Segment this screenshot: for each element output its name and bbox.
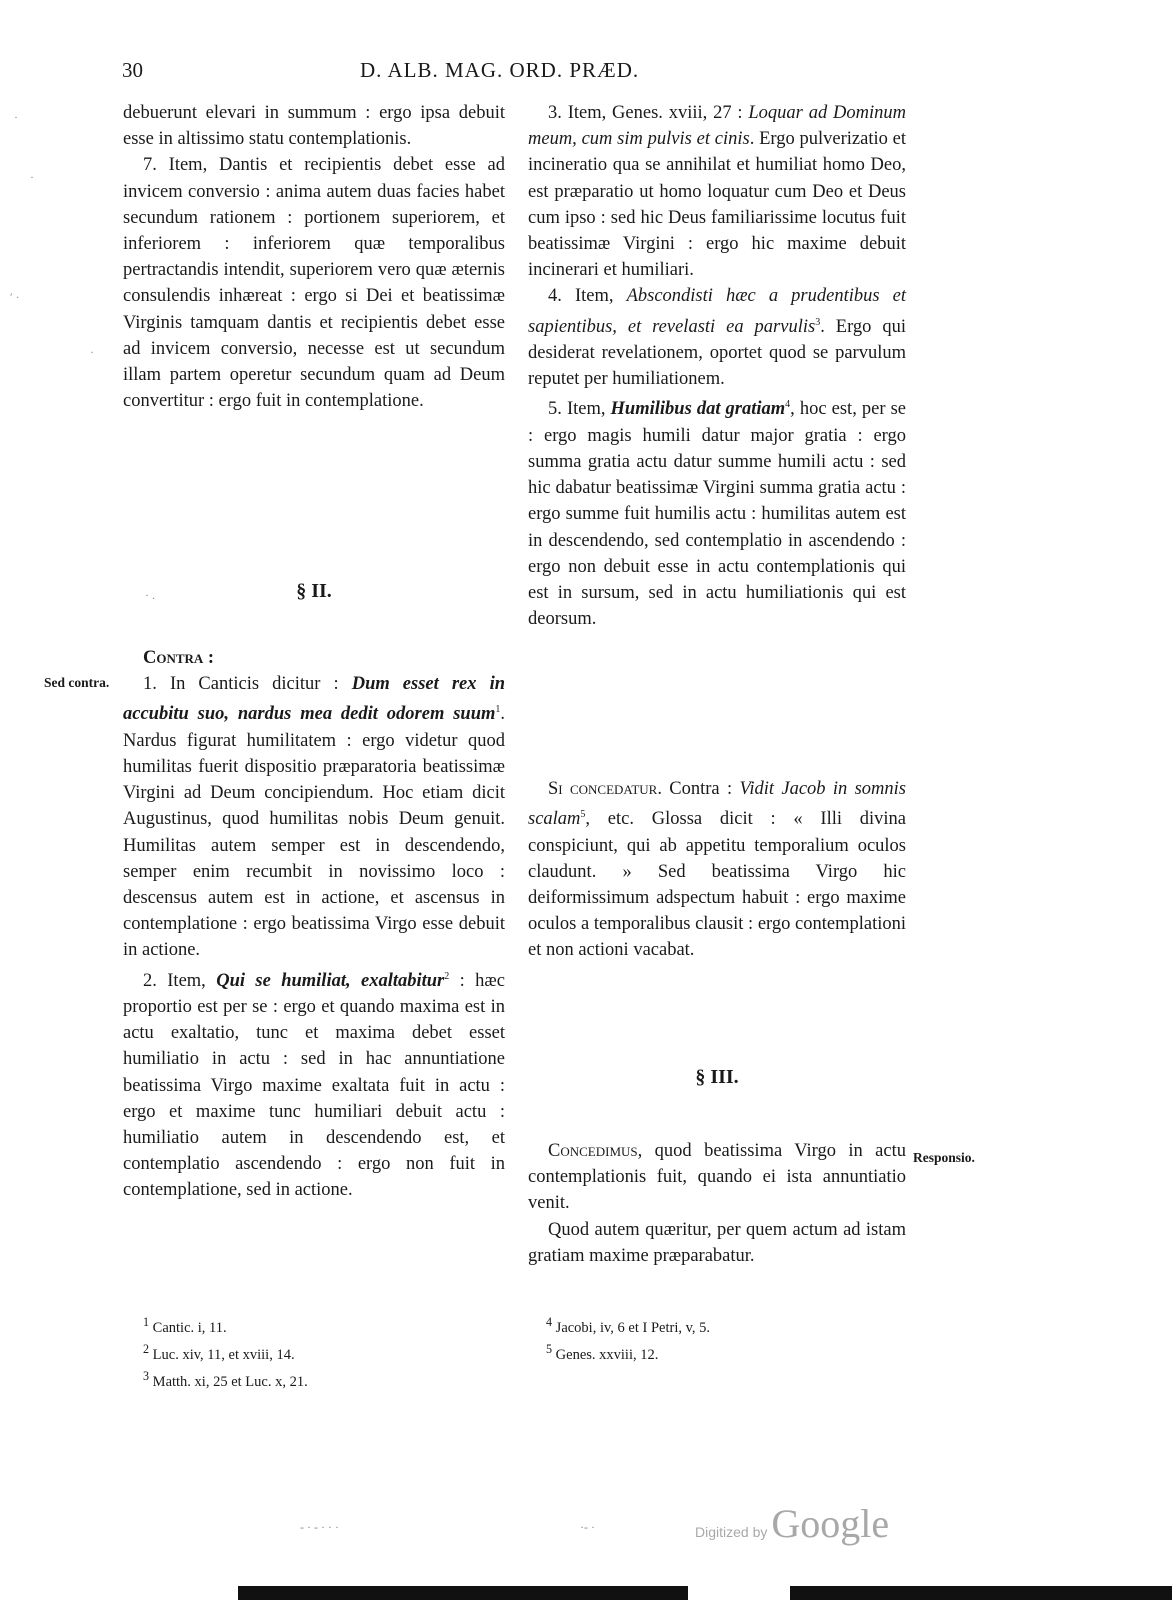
left-column-contra bbox=[123, 645, 505, 1204]
scan-speck: ′ · bbox=[10, 290, 20, 304]
footnotes-right bbox=[546, 1312, 906, 1366]
left-paragraph-continuation: debuerunt elevari in summum : ergo ipsa debuit esse in altissimo statu contemplationis. bbox=[123, 103, 505, 150]
contra-item-1: 1. In Canticis dicitur : Dum esset rex in accubitu suo, nardus mea dedit odorem suum$^1$. Nardus figurat humilitatem : ergo videtur quod humilitas fuerit dispositio præparatoria beatissimæ Virgini ad Deum concipiendum. Hoc etiam dicit Augustinus, quod humilitas nobis Deum genuit. Humilitas autem semper est in descendendo, semper enim recumbit in novissimo loco : descensus autem est in actione, et ascensus in contemplatione : ergo beatissima Virgo esse debuit in actione. bbox=[123, 674, 505, 961]
running-head: D. ALB. MAG. ORD. PRÆD. bbox=[360, 58, 640, 82]
scan-speck: · bbox=[30, 170, 34, 184]
margin-note-sed-contra: Sed contra. bbox=[44, 675, 110, 690]
scan-speck: · . bbox=[145, 588, 155, 602]
section-heading-3: § III. bbox=[695, 1066, 739, 1088]
contra-label: Contra : bbox=[143, 648, 215, 668]
right-column bbox=[528, 100, 906, 632]
right-paragraph-3: 3. Item, Genes. xviii, 27 : Loquar ad Dominum meum, cum sim pulvis et cinis. Ergo pulverizatio et incineratio qua se annihilat et humiliat homo Deo, est præparatio ut homo loquatur cum Deo et Deus cum ipso : sed hic Deus familiarissime locutus fuit beatissimæ Virgini : ergo hic maxime debuit incinerari et humiliari. bbox=[528, 103, 906, 281]
scan-speck: · bbox=[90, 345, 94, 359]
footnote: $^5$ Genes. xxviii, 12. bbox=[546, 1341, 659, 1363]
right-paragraph-5: 5. Item, Humilibus dat gratiam$^4$, hoc est, per se : ergo magis humili datur major gratia : ergo summa gratia actu datur summe humili actu : sed hic dabatur beatissimæ Virgini summa gratia actu : ergo summe fuit humilis actu : humilitas autem est in descendendo, sed contemplatio in ascendendo : ergo non debuit esse in actu contemplationis qui est in sursum, sed in actu humiliationis qui est deorsum. bbox=[528, 399, 906, 630]
margin-note-responsio: Responsio. bbox=[913, 1150, 975, 1165]
left-paragraph-7: 7. Item, Dantis et recipientis debet esse ad invicem conversio : anima autem duas facies habet secundum rationem : portionem superiorem, et inferiorem : inferiorem quæ temporalibus pertractandis intendit, superiorem vero quæ æternis consulendis inhæreat : ergo si Dei et beatissimæ Virginis tamquam dantis et recipientis debet esse ad invicem conversio, necesse est ut secundum illam partem operetur secundum quam ad Deum convertitur : ergo fuit in contemplatione. bbox=[123, 155, 505, 412]
footnote: $^1$ Cantic. i, 11. bbox=[143, 1315, 227, 1336]
footnote: $^2$ Luc. xiv, 11, et xviii, 14. bbox=[143, 1341, 295, 1363]
footnote: $^3$ Matth. xi, 25 et Luc. x, 21. bbox=[143, 1368, 308, 1390]
page-header bbox=[0, 58, 1172, 88]
footnote: $^4$ Jacobi, iv, 6 et I Petri, v, 5. bbox=[546, 1315, 711, 1336]
right-column-si-concedatur bbox=[528, 776, 906, 964]
final-paragraph: Quod autem quæritur, per quem actum ad istam gratiam maxime præparabatur. bbox=[528, 1219, 906, 1266]
concedimus-paragraph: Concedimus, quod beatissima Virgo in actu contemplationis fuit, quando ei ista annuntiatio venit. bbox=[528, 1141, 906, 1214]
si-concedatur-paragraph: Si concedatur. Contra : Vidit Jacob in somnis scalam$^5$, etc. Glossa dicit : « Illi divina conspiciunt, qui ab appetitu temporalium oculos claudunt. » Sed beatissima Virgo hic deiformissimum adspectum habuit : ergo maxime oculos a temporalibus clausit : ergo contemplationi et non actioni vacabat. bbox=[528, 779, 906, 961]
scan-speck: - · - · · · bbox=[300, 1520, 339, 1534]
left-column bbox=[123, 100, 505, 414]
scan-speck: ·- · bbox=[580, 1520, 595, 1534]
scan-edge-bar bbox=[238, 1586, 688, 1600]
google-watermark bbox=[695, 1500, 889, 1547]
google-logo: Google bbox=[771, 1501, 890, 1546]
section-heading-2: § II. bbox=[296, 580, 332, 602]
right-paragraph-4: 4. Item, Abscondisti hæc a prudentibus et sapientibus, et revelasti ea parvulis$^3$. Ergo qui desiderat revelationem, oportet quod se parvulum reputet per humiliationem. bbox=[528, 286, 906, 390]
digitized-by-text: Digitized by bbox=[695, 1524, 768, 1540]
page-number: 30 bbox=[122, 58, 143, 82]
contra-item-2: 2. Item, Qui se humiliat, exaltabitur$^2$ : hæc proportio est per se : ergo et quando maxima est in actu exaltatio, tunc et maxima debet esset humiliatio in actu : sed in hac annuntiatione beatissima Virgo maxime exaltata fuit in actu : ergo et maxime tunc humiliari debuit actu : humiliatio autem in descendendo est, et contemplatio ascendendo : ergo non fuit in contemplatione, sed in actione. bbox=[123, 970, 505, 1201]
footnotes-left bbox=[143, 1312, 503, 1392]
scan-speck: · bbox=[14, 110, 18, 124]
right-column-responsio bbox=[528, 1138, 906, 1269]
scan-edge-bar bbox=[790, 1586, 1172, 1600]
